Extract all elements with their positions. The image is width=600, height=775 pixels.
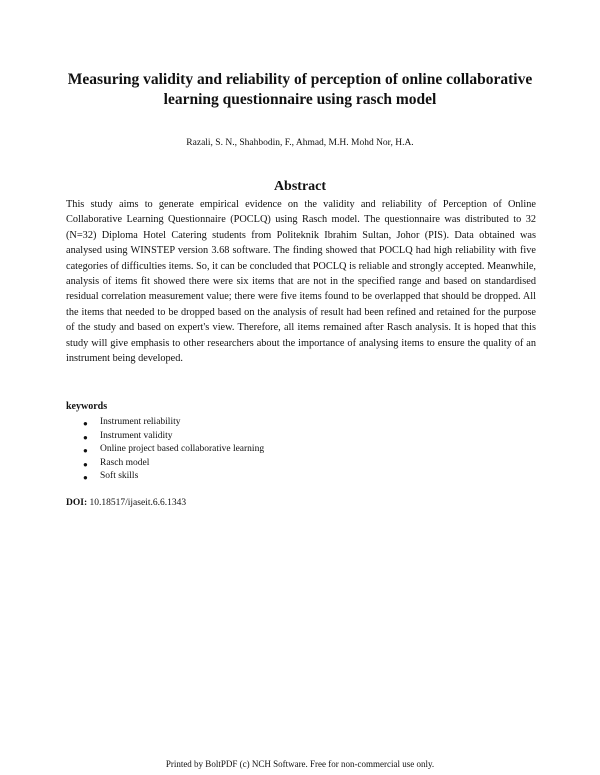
keyword-item bbox=[83, 443, 264, 457]
bullet-icon: ● bbox=[83, 432, 88, 442]
keyword-text: Instrument reliability bbox=[100, 417, 181, 427]
keyword-item bbox=[83, 430, 264, 444]
keyword-text: Instrument validity bbox=[100, 430, 173, 441]
abstract-text: This study aims to generate empirical evidence on the validity and reliability of Perception of Online Collaborative Learning Questionnaire (POCLQ) using Rasch model. The questionnaire was distributed to 32 (N=32) Diploma Hotel Catering students from Politeknik Ibrahim Sultan, Johor (PIS). Data obtained was analysed using WINSTEP version 3.68 software. The finding showed that POCLQ had high reliability with five categories of difficulties items. So, it can be concluded that POCLQ is reliable and strongly accepted. Meanwhile, analysis of items fit showed there were six items that are not in the specified range and based on standardised residual correlation measurement value; there were five items found to be overlapped that should be dropped. All the items that needed to be dropped based on the analysis of result had been refined and retained for the purpose of the study and based on expert's view. Therefore, all items remained after Rasch analysis. It is hoped that this study will give emphasis to other researchers about the importance of analysing items to ensure the quality of an instrument being developed. bbox=[66, 199, 536, 365]
doi-link[interactable]: 10.18517/ijaseit.6.6.1343 bbox=[89, 498, 187, 508]
keyword-text: Online project based collaborative learning bbox=[100, 444, 265, 454]
keywords-list bbox=[83, 416, 264, 484]
author-list: Razali, S. N., Shahbodin, F., Ahmad, M.H. Mohd Nor, H.A. bbox=[186, 138, 414, 148]
bullet-icon: ● bbox=[83, 459, 88, 469]
print-footer: Printed by BoltPDF (c) NCH Software. Free for non-commercial use only. bbox=[165, 759, 435, 769]
keyword-item bbox=[83, 416, 264, 430]
keyword-item bbox=[83, 470, 264, 484]
keywords-heading: keywords bbox=[66, 401, 108, 412]
bullet-icon: ● bbox=[83, 419, 88, 428]
doi-line bbox=[66, 497, 186, 510]
keyword-text: Soft skills bbox=[100, 471, 139, 481]
bullet-icon: ● bbox=[83, 473, 88, 482]
doi-label: DOI: bbox=[66, 498, 88, 508]
keyword-text: Rasch model bbox=[100, 457, 150, 468]
paper-title: Measuring validity and reliability of perception of online collaborative learning questionnaire using rasch model bbox=[67, 71, 533, 108]
keyword-item bbox=[83, 457, 264, 471]
abstract-heading: Abstract bbox=[273, 179, 327, 194]
bullet-icon: ● bbox=[83, 446, 88, 455]
